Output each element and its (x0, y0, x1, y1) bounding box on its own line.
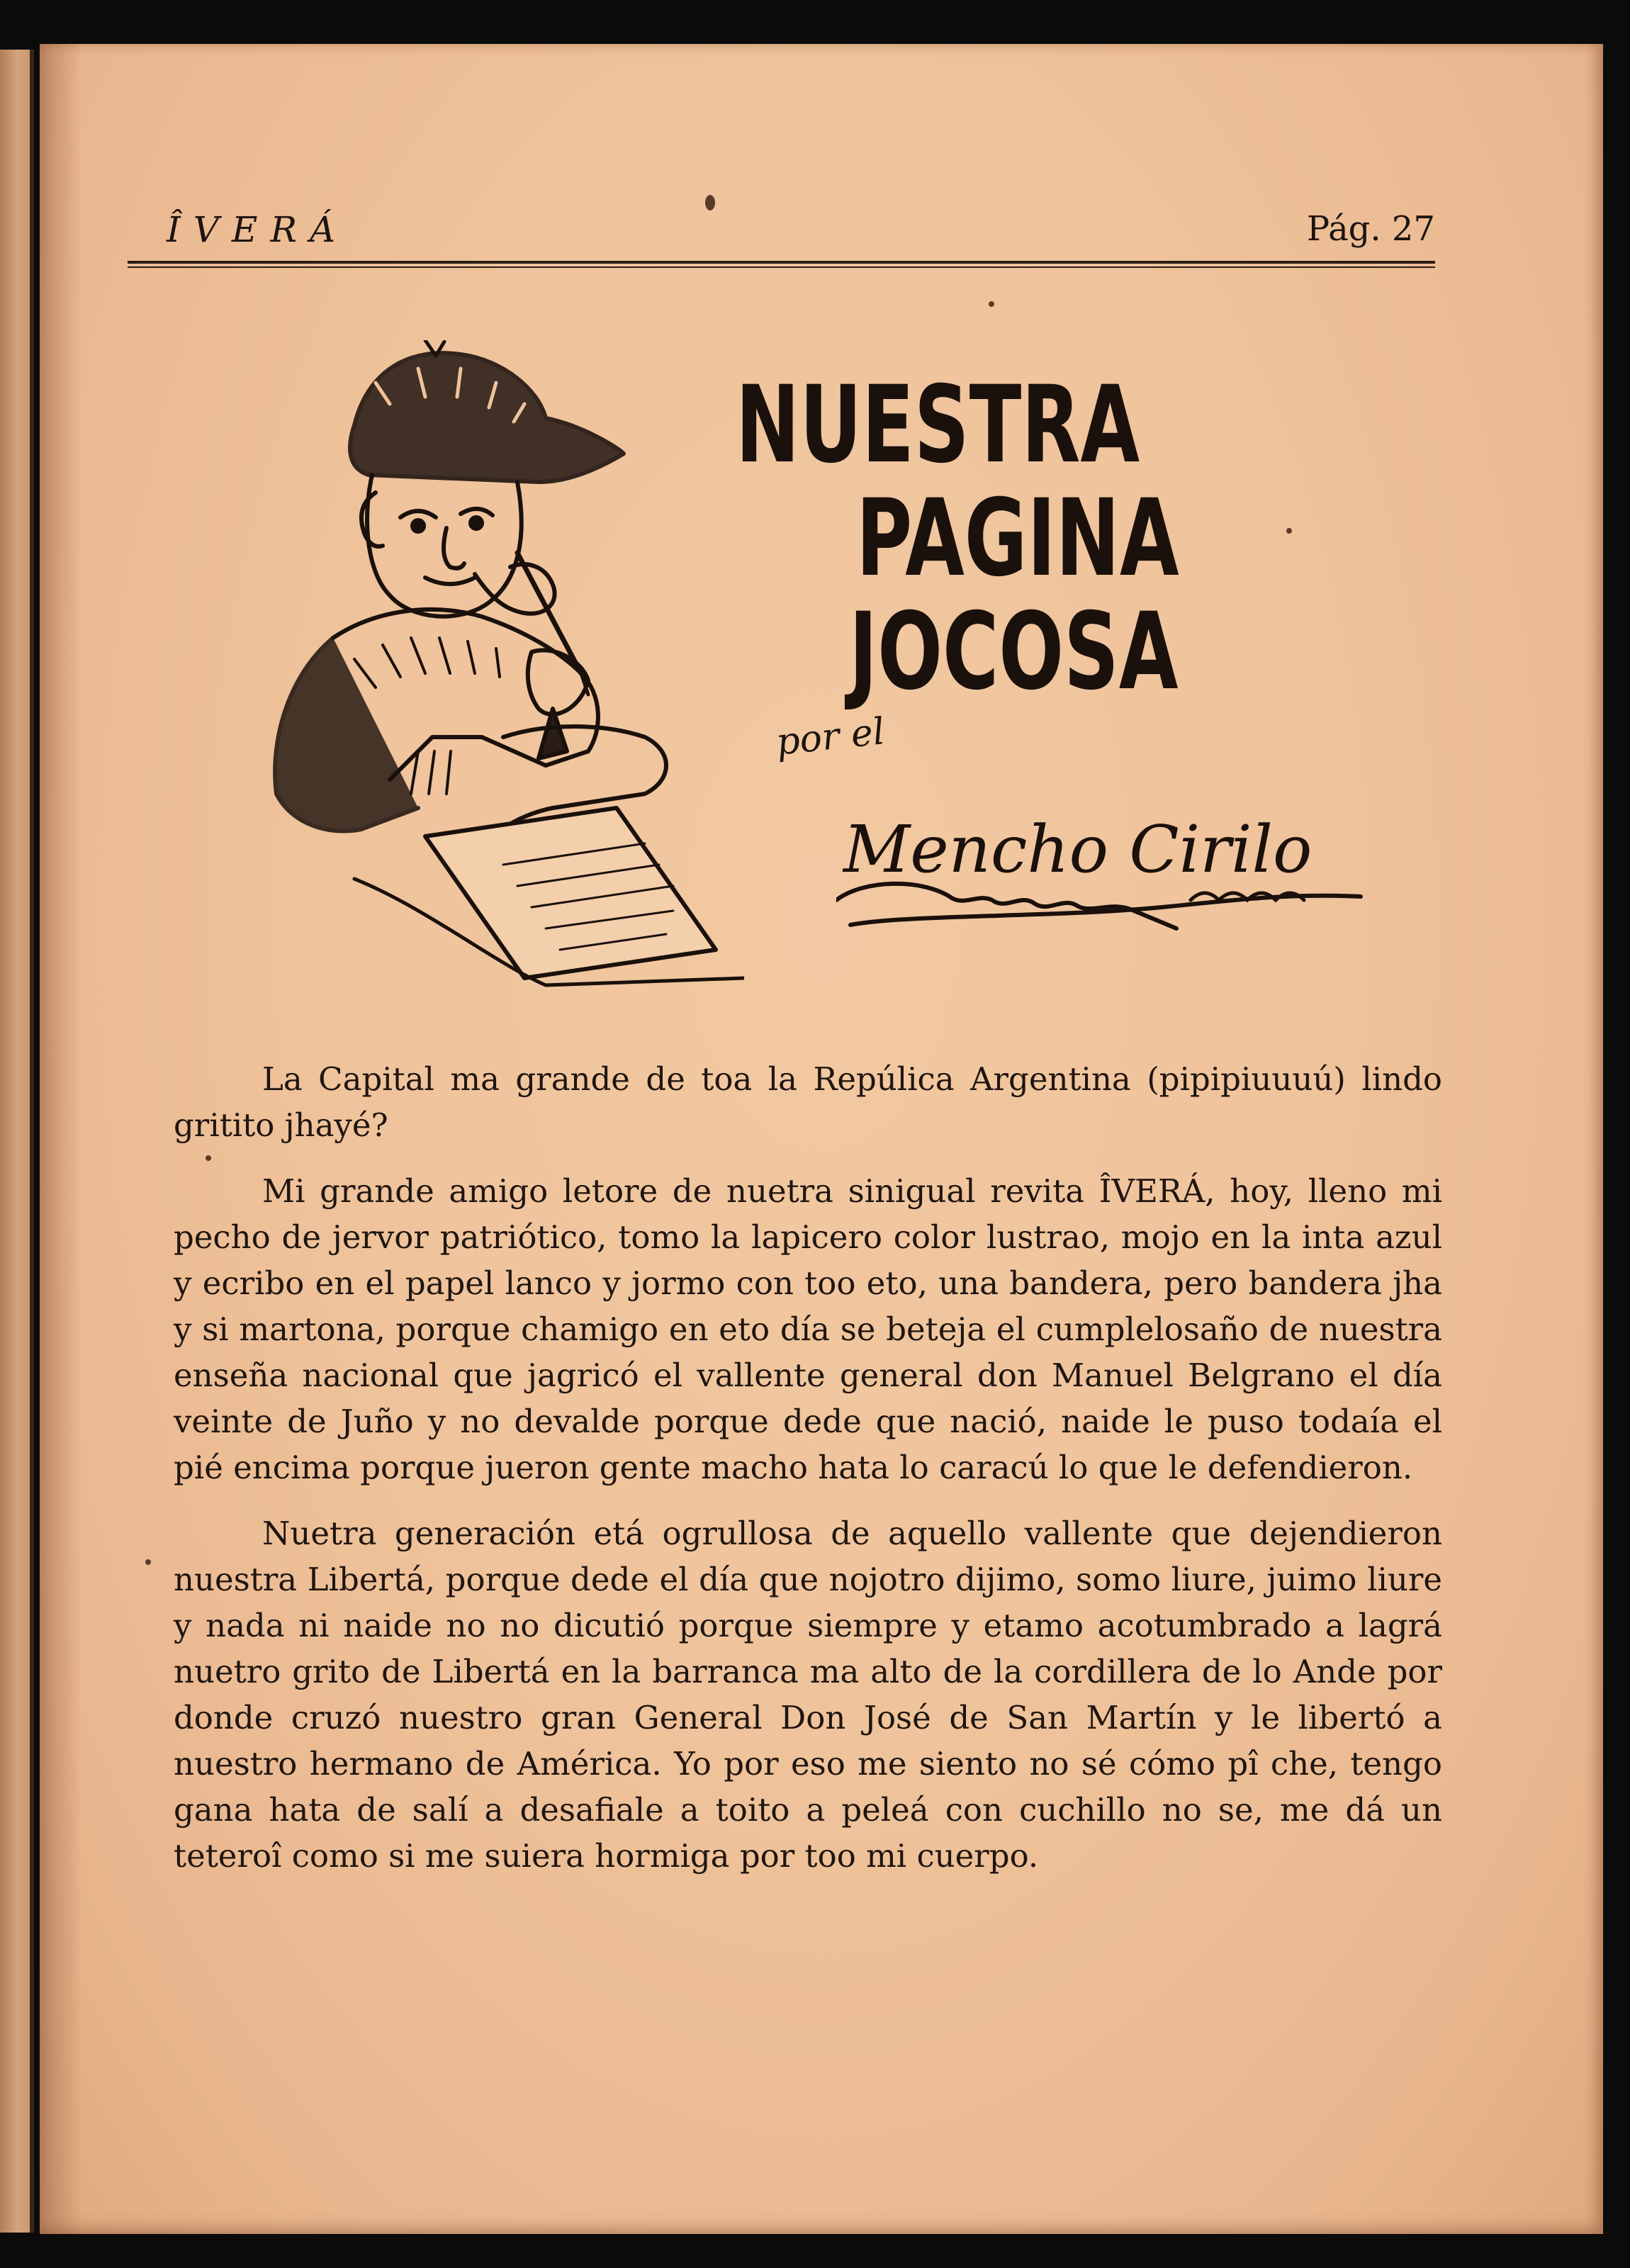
author-signature (836, 794, 1375, 964)
spine-shadow (40, 44, 82, 2234)
article-paragraph: Nuetra generación etá ogrullosa de aquello vallente que dejendieron nuestra Libertá, porque dede el día que nojotro dijimo, somo liure, juimo liure y nada ni naide no no dicutió porque siempre y etamo acotumbrado a lagrá nuetro grito de Libertá en la barranca ma alto de la cordillera de lo Ande por donde cruzó nuestro gran General Don José de San Martín y le libertó a nuestro hermano de América. Yo por eso me siento no sé cómo pî che, tengo gana hata de salí a desafiale a toito a peleá con cuchillo no se, me dá un teteroî como si me suiera hormiga por too mi cuerpo. (174, 1515, 1442, 1875)
paper-speck (705, 195, 715, 210)
signature-flourish (836, 884, 1361, 928)
byline: por el (774, 710, 887, 764)
title-line: PAGINA (856, 477, 1179, 600)
paper-speck (989, 301, 994, 307)
page-number: Pág. 27 (1306, 209, 1435, 249)
article-paragraph: Mi grande amigo letore de nuetra sinigual revita ÎVERÁ, hoy, lleno mi pecho de jervor patriótico, tomo la lapicero color lustrao, mojo en la inta azul y ecribo en el papel lanco y jormo con too eto, una bandera, pero bandera jha y si martona, porque chamigo en eto día se beteja el cumplelosaño de nuestra enseña nacional que jagricó el vallente general don Manuel Belgrano el día veinte de Juño y no devalde porque dede que nació, naide le puso todaía el pié encima porque jueron gente macho hata lo caracú lo que le defendieron. (174, 1172, 1442, 1486)
running-header (128, 209, 1435, 259)
signature-text: Mencho Cirilo (843, 812, 1313, 887)
writer-illustration (248, 340, 744, 992)
feature-title (736, 364, 1232, 714)
magazine-title: ÎVERÁ (167, 209, 349, 250)
left-page-edge (0, 50, 34, 2233)
paper-speck (145, 1559, 151, 1565)
paper-speck (206, 1155, 211, 1161)
title-line: NUESTRA (736, 364, 1140, 487)
article-body (174, 1056, 1442, 1899)
paper-speck (1286, 528, 1292, 534)
header-rule (128, 261, 1435, 268)
title-line: JOCOSA (849, 590, 1179, 714)
article-paragraph: La Capital ma grande de toa la Repúlica Argentina (pipipiuuuú) lindo gritito jhayé? (174, 1060, 1442, 1144)
